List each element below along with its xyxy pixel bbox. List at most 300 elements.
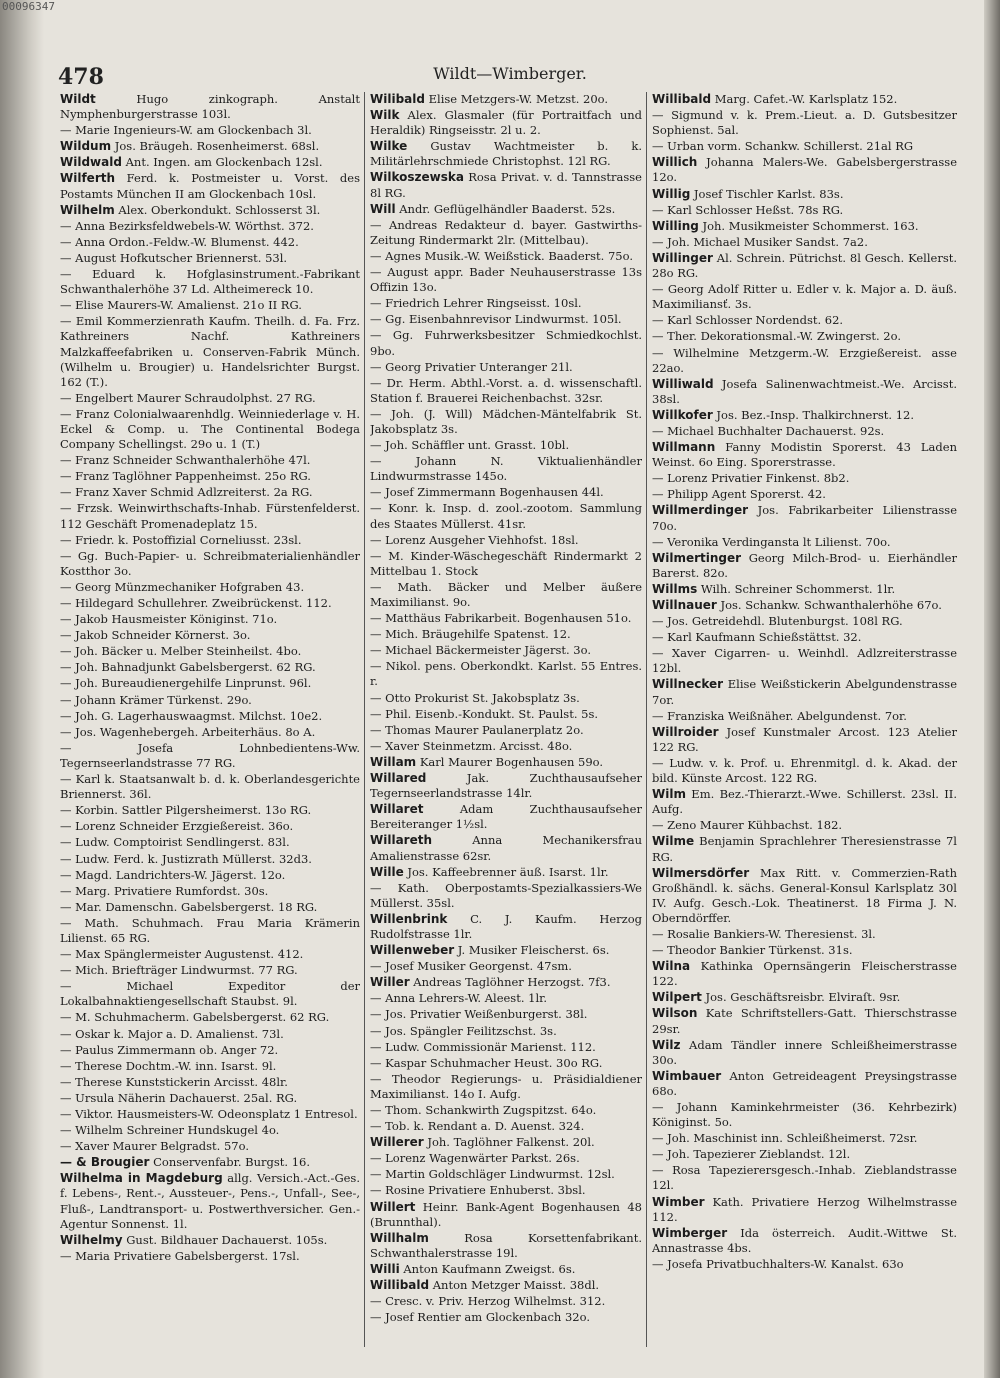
entry-text: — Magd. Landrichters-W. Jägerst. 12o.	[60, 867, 286, 882]
directory-entry	[370, 1294, 642, 1309]
directory-entry	[370, 865, 642, 880]
entry-text: — Xaver Cigarren- u. Weinhdl. Adlzreiterstrasse 12bl.	[652, 646, 957, 676]
directory-entry	[652, 959, 957, 989]
directory-entry	[370, 1262, 642, 1277]
entry-surname: Will	[370, 201, 396, 216]
directory-entry	[60, 725, 360, 740]
entry-surname: Wilna	[652, 959, 691, 974]
entry-text: — Michael Bäckermeister Jägerst. 3o.	[370, 643, 591, 658]
entry-text: — M. Kinder-Wäschegeschäft Rindermarkt 2 Mittelbau 1. Stock	[370, 548, 642, 578]
directory-entry	[60, 1249, 360, 1264]
entry-surname: Wimberger	[652, 1225, 728, 1240]
entry-text: Ferd. k. Postmeister u. Vorst. des Postamts München II am Glockenbach 10sl.	[60, 171, 360, 201]
entry-text: J. Musiker Fleischerst. 6s.	[454, 943, 610, 958]
column-2	[370, 92, 642, 1352]
directory-entry	[370, 1040, 642, 1055]
directory-entry	[652, 630, 957, 645]
entry-text: Kate Schriftstellers-Gatt. Thierschstrasse 29sr.	[652, 1006, 957, 1036]
directory-entry	[60, 628, 360, 643]
directory-entry	[370, 1135, 642, 1150]
entry-text: Elise Metzgers-W. Metzst. 20o.	[424, 92, 609, 106]
entry-text: Fanny Modistin Sporerst. 43 Laden Weinst. 6o Eing. Sporerstrasse.	[652, 440, 957, 470]
directory-entry	[370, 1167, 642, 1182]
directory-entry	[652, 471, 957, 486]
entry-text: — Mar. Damenschn. Gabelsbergerst. 18 RG.	[60, 899, 318, 914]
entry-text: Conservenfabr. Burgst. 16.	[149, 1155, 310, 1170]
entry-text: Wilh. Schreiner Schommerst. 1lr.	[697, 581, 896, 596]
directory-entry	[652, 927, 957, 942]
entry-text: — Theodor Regierungs- u. Präsidialdiener Maximilianst. 14o I. Aufg.	[370, 1071, 642, 1101]
entry-text: — Andreas Redakteur d. bayer. Gastwirths-Zeitung Rindermarkt 2lr. (Mittelbau).	[370, 217, 642, 247]
directory-entry	[60, 453, 360, 468]
directory-entry	[370, 723, 642, 738]
directory-entry	[60, 1171, 360, 1231]
entry-surname: Wimber	[652, 1194, 705, 1209]
entry-text: — Friedrich Lehrer Ringseisst. 10sl.	[370, 296, 582, 311]
entry-text: — Joh. Michael Musiker Sandst. 7a2.	[652, 234, 868, 249]
entry-text: — Johann Krämer Türkenst. 29o.	[60, 692, 252, 707]
entry-text: — Xaver Steinmetzm. Arcisst. 48o.	[370, 738, 573, 753]
directory-entry	[652, 424, 957, 439]
entry-text: Jos. Kaffeebrenner äuß. Isarst. 1lr.	[403, 864, 609, 879]
entry-text: — Veronika Verdingansta lt Lilienst. 70o.	[652, 534, 891, 549]
entry-text: Kathinka Opernsängerin Fleischerstrasse 122.	[652, 959, 957, 989]
directory-entry	[60, 1010, 360, 1025]
entry-text: — Konr. k. Insp. d. zool.-zootom. Sammlung des Staates Müllerst. 41sr.	[370, 501, 642, 531]
directory-entry	[60, 947, 360, 962]
entry-text: — Urban vorm. Schankw. Schillerst. 21al RG	[652, 139, 914, 154]
entry-text: Ant. Ingen. am Glockenbach 12sl.	[121, 155, 323, 170]
entry-text: — Wilhelm Schreiner Hundskugel 4o.	[60, 1123, 280, 1138]
directory-entry	[370, 139, 642, 169]
entry-text: — Jakob Hausmeister Königinst. 71o.	[60, 612, 278, 627]
directory-entry	[652, 187, 957, 202]
directory-entry	[60, 1123, 360, 1138]
directory-entry	[370, 1151, 642, 1166]
entry-surname: Willareth	[370, 833, 433, 848]
directory-entry	[60, 549, 360, 579]
directory-entry	[370, 959, 642, 974]
directory-entry	[652, 756, 957, 786]
directory-entry	[370, 1103, 642, 1118]
entry-text: — Josefa Privatbuchhalters-W. Kanalst. 63o	[652, 1256, 904, 1271]
entry-surname: Willinger	[652, 250, 713, 265]
entry-text: — Joh. Bureaudienergehilfe Linprunst. 96l.	[60, 676, 312, 691]
directory-entry	[652, 1131, 957, 1146]
directory-entry	[370, 833, 642, 863]
entry-text: — Math. Bäcker und Melber äußere Maximilianst. 9o.	[370, 579, 642, 609]
directory-entry	[60, 235, 360, 250]
entry-surname: Wilhelm	[60, 202, 115, 217]
directory-entry	[370, 454, 642, 484]
directory-entry	[652, 943, 957, 958]
directory-entry	[370, 1231, 642, 1261]
entry-text: — Rosalie Bankiers-W. Theresienst. 3l.	[652, 926, 876, 941]
entry-surname: Wildt	[60, 92, 96, 106]
entry-text: — Karl Schlosser Heßst. 78s RG.	[652, 202, 844, 217]
entry-text: Adam Tändler innere Schleißheimerstrasse 30o.	[652, 1037, 957, 1067]
entry-text: — Georg Münzmechaniker Hofgraben 43.	[60, 579, 305, 594]
directory-entry	[370, 707, 642, 722]
entry-text: Josefa Salinenwachtmeist.-We. Arcisst. 38sl.	[652, 376, 957, 406]
entry-surname: Willam	[370, 754, 417, 769]
directory-entry	[652, 709, 957, 724]
entry-text: Anton Kaufmann Zweigst. 6s.	[399, 1261, 576, 1276]
entry-surname: Willnecker	[652, 677, 724, 692]
directory-entry	[60, 1059, 360, 1074]
entry-text: — Anna Lehrers-W. Aleest. 1lr.	[370, 991, 548, 1006]
entry-text: — Agnes Musik.-W. Weißstick. Baaderst. 75o.	[370, 248, 633, 263]
entry-text: Al. Schrein. Pütrichst. 8l Gesch. Kellerst. 28o RG.	[652, 250, 957, 281]
entry-text: — Zeno Maurer Kühbachst. 182.	[652, 818, 843, 833]
directory-entry	[652, 787, 957, 817]
entry-surname: Wilhelma in Magdeburg	[60, 1171, 223, 1186]
directory-entry	[652, 440, 957, 470]
directory-entry	[60, 1155, 360, 1170]
directory-entry	[652, 1069, 957, 1099]
entry-text: — Mich. Briefträger Lindwurmst. 77 RG.	[60, 963, 298, 978]
directory-entry	[60, 676, 360, 691]
entry-text: — Ludw. v. k. Prof. u. Ehrenmitgl. d. k. Akad. der bild. Künste Arcost. 122 RG.	[652, 755, 957, 786]
directory-entry	[370, 1200, 642, 1230]
directory-entry	[370, 202, 642, 217]
entry-text: Rosa Privat. v. d. Tannstrasse 8l RG.	[370, 170, 642, 200]
entry-surname: Willhalm	[370, 1230, 429, 1245]
directory-entry	[60, 852, 360, 867]
entry-surname: Willing	[652, 218, 699, 233]
directory-entry	[652, 329, 957, 344]
entry-text: — Josef Rentier am Glockenbach 32o.	[370, 1310, 590, 1325]
entry-surname: Wille	[370, 864, 404, 879]
entry-surname: Williwald	[652, 376, 714, 391]
entry-text: — Korbin. Sattler Pilgersheimerst. 13o RG.	[60, 803, 312, 818]
entry-text: — Joh. (J. Will) Mädchen-Mäntelfabrik St. Jakobsplatz 3s.	[370, 406, 642, 436]
directory-entry	[370, 1183, 642, 1198]
entry-text: — Karl Kaufmann Schießstättst. 32.	[652, 630, 862, 645]
directory-entry	[60, 803, 360, 818]
entry-text: — Ludw. Comptoirist Sendlingerst. 83l.	[60, 835, 290, 850]
entry-text: — Maria Privatiere Gabelsbergerst. 17sl.	[60, 1248, 300, 1263]
directory-entry	[60, 979, 360, 1009]
entry-text: Joh. Musikmeister Schommerst. 163.	[698, 218, 919, 233]
entry-text: — Johann Kaminkehrmeister (36. Kehrbezirk) Königinst. 5o.	[652, 1100, 957, 1130]
directory-entry	[652, 346, 957, 376]
entry-text: Josef Kunstmaler Arcost. 123 Atelier 122 RG.	[652, 724, 957, 754]
entry-text: — Gg. Fuhrwerksbesitzer Schmiedkochlst. 9bo.	[370, 328, 642, 358]
directory-entry	[60, 407, 360, 452]
directory-entry	[370, 108, 642, 138]
entry-text: — Jakob Schneider Körnerst. 3o.	[60, 628, 251, 643]
directory-entry	[60, 298, 360, 313]
entry-text: Elise Weißstickerin Abelgundenstrasse 7or.	[652, 677, 957, 707]
directory-entry	[370, 1278, 642, 1293]
entry-text: — Jos. Privatier Weißenburgerst. 38l.	[370, 1007, 588, 1022]
directory-entry	[60, 693, 360, 708]
entry-text: — Lorenz Privatier Finkenst. 8b2.	[652, 471, 850, 486]
entry-text: Anton Metzger Maisst. 38dl.	[429, 1278, 600, 1293]
directory-entry	[652, 834, 957, 864]
entry-text: — Emil Kommerzienrath Kaufm. Theilh. d. Fa. Frz. Kathreiners Nachf. Kathreiners Malzkaffeefabriken u. Conserven-Fabrik Münch. (Wilhelm u. Brougier) u. Handelsrichter Burgst. 162 (T.).	[60, 314, 360, 389]
entry-text: — Karl Schlosser Nordendst. 62.	[652, 313, 844, 328]
entry-text: Andreas Taglöhner Herzogst. 7f3.	[409, 975, 611, 990]
directory-entry	[370, 611, 642, 626]
directory-entry	[652, 108, 957, 138]
directory-entry	[60, 835, 360, 850]
directory-entry	[652, 203, 957, 218]
entry-surname: Wilferth	[60, 171, 116, 186]
entry-surname: Willmerdinger	[652, 503, 749, 518]
entry-text: — Kaspar Schuhmacher Heust. 30o RG.	[370, 1055, 603, 1070]
directory-entry	[60, 868, 360, 883]
entry-text: Johanna Malers-We. Gabelsbergerstrasse 12o.	[652, 155, 957, 185]
entry-text: — Rosa Tapezierersgesch.-Inhab. Zieblandstrasse 12l.	[652, 1163, 957, 1193]
entry-text: — Lorenz Ausgeher Viehhofst. 18sl.	[370, 532, 579, 547]
directory-entry	[60, 580, 360, 595]
directory-entry	[60, 501, 360, 531]
directory-entry	[370, 501, 642, 531]
scan-id-label: 00096347	[2, 0, 55, 13]
entry-text: — Max Spänglermeister Augustenst. 412.	[60, 947, 304, 962]
entry-text: — August appr. Bader Neuhauserstrasse 13s Offizin 13o.	[370, 265, 642, 295]
directory-entry	[652, 503, 957, 533]
entry-surname: Willer	[370, 975, 410, 990]
entry-text: — Joh. Schäffler unt. Grasst. 10bl.	[370, 438, 570, 453]
entry-text: — Theodor Bankier Türkenst. 31s.	[652, 943, 853, 958]
directory-entry	[652, 598, 957, 613]
directory-entry	[60, 644, 360, 659]
directory-entry	[60, 219, 360, 234]
directory-entry	[60, 612, 360, 627]
entry-text: — Gg. Buch-Papier- u. Schreibmaterialienhändler Kostthor 3o.	[60, 548, 360, 578]
directory-entry	[652, 582, 957, 597]
entry-surname: Willenbrink	[370, 911, 448, 926]
directory-entry	[652, 219, 957, 234]
entry-text: — Sigmund v. k. Prem.-Lieut. a. D. Gutsbesitzer Sophienst. 5al.	[652, 108, 957, 138]
entry-text: — Kath. Oberpostamts-Spezialkassiers-We Müllerst. 35sl.	[370, 880, 642, 910]
entry-text: Hugo zinkograph. Anstalt Nymphenburgerstrasse 103l.	[60, 92, 360, 122]
directory-entry	[60, 1027, 360, 1042]
entry-surname: Wilmertinger	[652, 550, 742, 565]
column-1	[60, 92, 360, 1352]
entry-surname: Wilk	[370, 108, 400, 123]
entry-surname: Wilke	[370, 139, 408, 154]
directory-entry	[652, 1100, 957, 1130]
directory-entry	[60, 819, 360, 834]
entry-text: — Josefa Lohnbedientens-Ww. Tegernseerlandstrasse 77 RG.	[60, 740, 360, 770]
directory-entry	[652, 139, 957, 154]
entry-text: Anton Getreideagent Preysingstrasse 68o.	[652, 1068, 957, 1098]
entry-text: — Mich. Bräugehilfe Spatenst. 12.	[370, 627, 571, 642]
entry-surname: Willert	[370, 1199, 416, 1214]
directory-entry	[652, 408, 957, 423]
entry-text: Ida österreich. Audit.-Wittwe St. Annastrasse 4bs.	[652, 1225, 957, 1255]
directory-entry	[60, 1139, 360, 1154]
entry-text: — Marg. Privatiere Rumfordst. 30s.	[60, 883, 269, 898]
entry-text: — Thomas Maurer Paulanerplatz 2o.	[370, 722, 584, 737]
entry-text: — Engelbert Maurer Schraudolphst. 27 RG.	[60, 390, 316, 405]
directory-entry	[652, 377, 957, 407]
entry-surname: Wilibald	[370, 92, 425, 106]
directory-entry	[652, 487, 957, 502]
entry-surname: Willared	[370, 771, 427, 786]
entry-text: — Oskar k. Major a. D. Amalienst. 73l.	[60, 1026, 284, 1041]
entry-text: Jak. Zuchthausaufseher Tegernseerlandstrasse 14lr.	[370, 771, 642, 801]
entry-text: — Ursula Näherin Dachauerst. 25al. RG.	[60, 1090, 298, 1105]
directory-entry	[60, 533, 360, 548]
entry-text: — Jos. Wagenhebergeh. Arbeiterhäus. 8o A.	[60, 724, 316, 739]
directory-entry	[60, 900, 360, 915]
directory-entry	[60, 267, 360, 297]
entry-text: — Dr. Herm. Abthl.-Vorst. a. d. wissenschaftl. Station f. Brauerei Reichenbachst. 32sr.	[370, 375, 642, 405]
entry-text: — Hildegard Schullehrer. Zweibrückenst. 112.	[60, 596, 332, 610]
entry-text: — Franz Taglöhner Pappenheimst. 25o RG.	[60, 469, 311, 484]
entry-surname: Wilson	[652, 1006, 698, 1021]
entry-text: Benjamin Sprachlehrer Theresienstrasse 7l RG.	[652, 834, 957, 864]
entry-text: — Viktor. Hausmeisters-W. Odeonsplatz 1 Entresol.	[60, 1107, 358, 1121]
entry-text: Em. Bez.-Thierarzt.-Wwe. Schillerst. 23sl. II. Aufg.	[652, 787, 957, 817]
directory-entry	[60, 1043, 360, 1058]
directory-entry	[60, 139, 360, 154]
running-head: Wildt—Wimberger.	[433, 64, 587, 83]
directory-entry	[652, 614, 957, 629]
entry-text: Kath. Privatiere Herzog Wilhelmstrasse 112.	[652, 1194, 957, 1224]
entry-text: — Ther. Dekorationsmal.-W. Zwingerst. 2o.	[652, 329, 901, 344]
entry-surname: Wilme	[652, 834, 695, 849]
entry-text: Joh. Taglöhner Falkenst. 20l.	[423, 1135, 595, 1150]
directory-entry	[60, 963, 360, 978]
directory-entry	[652, 1195, 957, 1225]
entry-text: — Gg. Eisenbahnrevisor Lindwurmst. 105l.	[370, 312, 622, 327]
directory-entry	[370, 249, 642, 264]
directory-entry	[370, 691, 642, 706]
directory-entry	[60, 1107, 360, 1122]
column-divider	[646, 92, 647, 1347]
entry-text: — Cresc. v. Priv. Herzog Wilhelmst. 312.	[370, 1294, 606, 1309]
entry-surname: Willkofer	[652, 407, 713, 422]
directory-entry	[370, 1310, 642, 1325]
entry-surname: Willi	[370, 1261, 400, 1276]
directory-entry	[652, 818, 957, 833]
entry-surname: Willaret	[370, 802, 424, 817]
entry-surname: Wilhelmy	[60, 1232, 123, 1247]
entry-text: — Josef Zimmermann Bogenhausen 44l.	[370, 485, 604, 500]
directory-entry	[370, 802, 642, 832]
entry-text: Alex. Glasmaler (für Portraitfach und Heraldik) Ringseisstr. 2l u. 2.	[370, 108, 642, 138]
directory-entry	[370, 170, 642, 200]
directory-entry	[370, 755, 642, 770]
directory-entry	[370, 360, 642, 375]
entry-text: Karl Maurer Bogenhausen 59o.	[416, 754, 604, 769]
directory-entry	[60, 123, 360, 138]
entry-surname: Willibald	[652, 92, 712, 106]
entry-surname: Willig	[652, 186, 691, 201]
entry-text: — Phil. Eisenb.-Kondukt. St. Paulst. 5s.	[370, 706, 599, 721]
entry-surname: Willibald	[370, 1278, 430, 1293]
directory-entry	[370, 991, 642, 1006]
entry-text: — Johann N. Viktualienhändler Lindwurmstrasse 145o.	[370, 454, 642, 484]
directory-entry	[60, 171, 360, 201]
directory-entry	[652, 235, 957, 250]
entry-text: — Martin Goldschläger Lindwurmst. 12sl.	[370, 1167, 615, 1182]
entry-text: — Lorenz Schneider Erzgießereist. 36o.	[60, 819, 294, 834]
entry-surname: Willerer	[370, 1135, 424, 1150]
entry-text: Gust. Bildhauer Dachauerst. 105s.	[122, 1232, 328, 1247]
entry-text: — Frzsk. Weinwirthschafts-Inhab. Fürstenfelderst. 112 Geschäft Promenadeplatz 15.	[60, 501, 360, 531]
entry-text: — Franz Xaver Schmid Adlzreiterst. 2a RG.	[60, 485, 313, 500]
entry-text: — Franz Colonialwaarenhdlg. Weinniederlage v. H. Eckel & Comp. u. The Continental Bodega Company Schellingst. 29o u. 1 (T.)	[60, 406, 360, 452]
directory-entry	[60, 741, 360, 771]
entry-text: Jos. Bräugeh. Rosenheimerst. 68sl.	[111, 139, 320, 154]
entry-text: Alex. Oberkondukt. Schlosserst 3l.	[114, 202, 321, 217]
entry-text: — Joh. Tapezierer Zieblandst. 12l.	[652, 1147, 851, 1162]
entry-text: — Jos. Getreidehdl. Blutenburgst. 108l RG.	[652, 614, 903, 629]
directory-entry	[370, 1007, 642, 1022]
directory-entry	[370, 485, 642, 500]
directory-entry	[652, 990, 957, 1005]
directory-entry	[652, 1147, 957, 1162]
directory-entry	[60, 92, 360, 122]
directory-entry	[370, 1072, 642, 1102]
entry-text: — Joh. G. Lagerhauswaagmst. Milchst. 10e2.	[60, 708, 323, 723]
entry-text: — Franz Schneider Schwanthalerhöhe 47l.	[60, 453, 311, 468]
entry-text: — Math. Schuhmach. Frau Maria Krämerin Lilienst. 65 RG.	[60, 915, 360, 945]
directory-entry	[60, 485, 360, 500]
entry-text: — Thom. Schankwirth Zugspitzst. 64o.	[370, 1103, 597, 1117]
entry-text: Jos. Geschäftsreisbr. Elviraſt. 9sr.	[701, 990, 901, 1005]
entry-surname: Willmann	[652, 440, 716, 455]
entry-text: — Nikol. pens. Oberkondkt. Karlst. 55 Entres. r.	[370, 659, 642, 689]
directory-entry	[652, 551, 957, 581]
directory-entry	[370, 376, 642, 406]
directory-entry	[370, 975, 642, 990]
directory-entry	[60, 155, 360, 170]
directory-entry	[652, 866, 957, 926]
entry-text: — Georg Privatier Unteranger 21l.	[370, 359, 573, 374]
book-binding-shadow	[0, 0, 44, 1378]
entry-surname: Wilpert	[652, 990, 702, 1005]
directory-entry	[652, 251, 957, 281]
directory-entry	[370, 533, 642, 548]
page-number: 478	[58, 64, 104, 90]
directory-entry	[60, 916, 360, 946]
entry-surname: Wilz	[652, 1037, 681, 1052]
entry-text: — Karl k. Staatsanwalt b. d. k. Oberlandesgerichte Briennerst. 36l.	[60, 772, 360, 802]
entry-text: C. J. Kaufm. Herzog Rudolfstrasse 1lr.	[370, 911, 642, 941]
directory-entry	[652, 535, 957, 550]
entry-text: — Otto Prokurist St. Jakobsplatz 3s.	[370, 690, 580, 705]
directory-entry	[60, 203, 360, 218]
entry-text: — Therese Dochtm.-W. inn. Isarst. 9l.	[60, 1058, 277, 1073]
entry-surname: — & Brougier	[60, 1155, 150, 1170]
entry-text: Josef Tischler Karlst. 83s.	[690, 186, 844, 201]
directory-entry	[60, 596, 360, 611]
directory-entry	[370, 1056, 642, 1071]
entry-text: — Xaver Maurer Belgradst. 57o.	[60, 1139, 250, 1154]
directory-entry	[652, 646, 957, 676]
directory-entry	[370, 312, 642, 327]
directory-entry	[60, 709, 360, 724]
directory-entry	[370, 1024, 642, 1039]
entry-text: — Paulus Zimmermann ob. Anger 72.	[60, 1042, 279, 1057]
entry-surname: Wilm	[652, 787, 686, 802]
entry-surname: Willich	[652, 155, 698, 170]
directory-entry	[60, 314, 360, 389]
entry-surname: Willnauer	[652, 598, 717, 612]
entry-surname: Wilmersdörfer	[652, 865, 750, 880]
directory-entry	[370, 580, 642, 610]
entry-text: allg. Versich.-Act.-Ges. f. Lebens-, Rent.-, Aussteuer-, Pens.-, Unfall-, See-, Fluß-, Landtransport- u. Postwerthversicher. Gen.-Agentur Sonnenst. 1l.	[60, 1171, 360, 1231]
entry-text: — Joh. Maschinist inn. Schleißheimerst. 72sr.	[652, 1131, 918, 1146]
